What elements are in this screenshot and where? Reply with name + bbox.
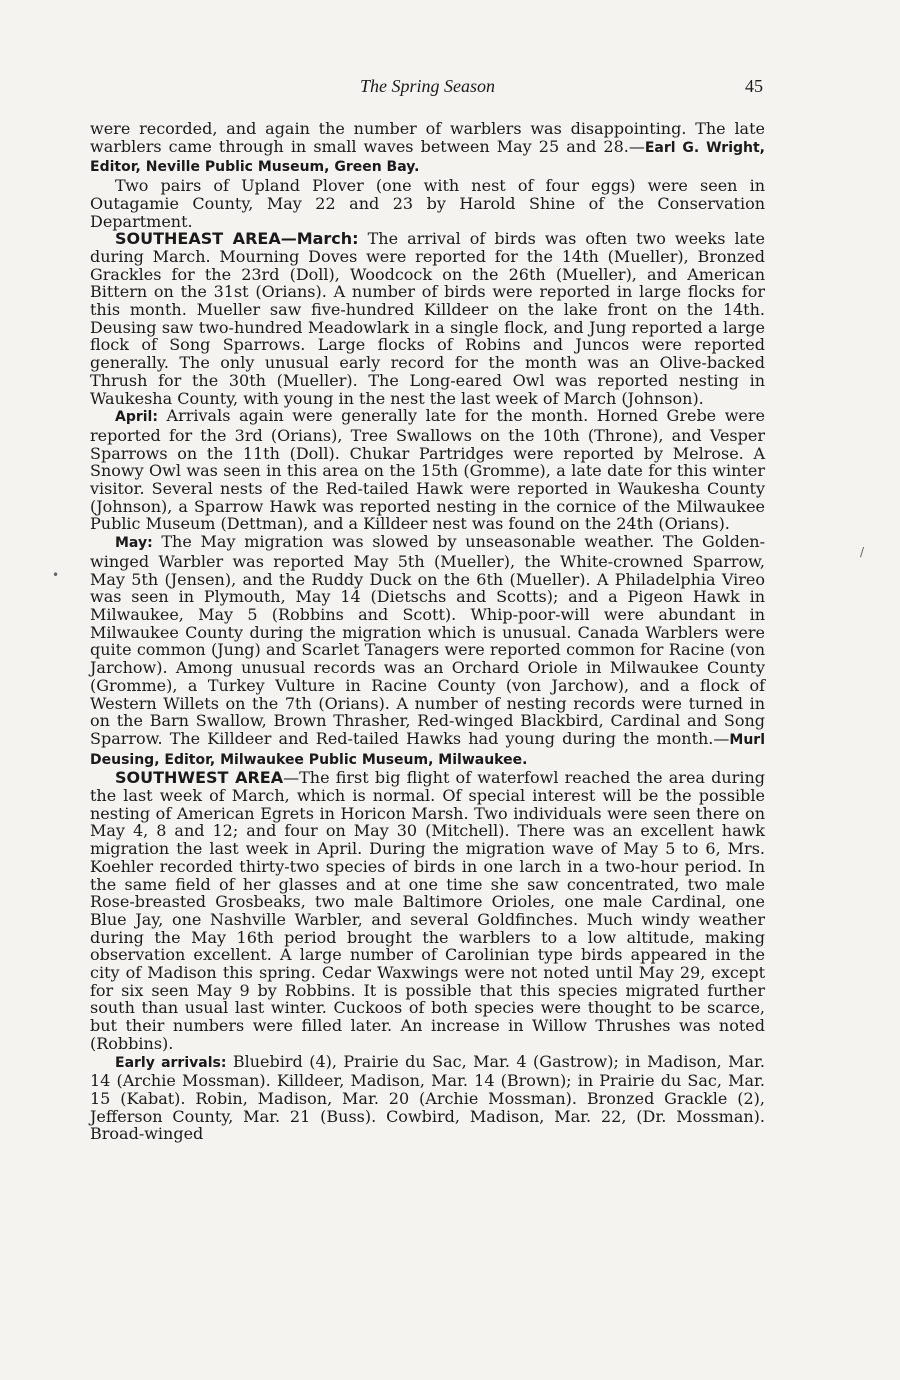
paragraph-text: The May migration was slowed by unseasonable weather. The Golden-winged Warbler was reported May 5th (Mueller), the White-crowned Sparrow, May 5th (Jensen), and the Ruddy Duck on the 6th (Mueller). A Philadelphia Vireo was seen in Plymouth, May 14 (Dietschs and Scotts); and a Pigeon Hawk in Milwaukee, May 5 (Robbins and Scott). Whip-poor-will were abundant in Milwaukee County during the migration which is unusual. Canada Warblers were quite common (Jung) and Scarlet Tanagers were reported common for Racine (von Jarchow). Among unusual records was an Orchard Oriole in Milwaukee County (Gromme), a Turkey Vulture in Racine County (von Jarchow), and a flock of Western Willets on the 7th (Orians). A number of nesting records were turned in on the Barn Swallow, Brown Thrasher, Red-winged Blackbird, Cardinal and Song Sparrow. The Killdeer and Red-tailed Hawks had young during the month.—	[90, 532, 765, 748]
paragraph-text: Arrivals again were generally late for the month. Horned Grebe were reported for the 3rd (Orians), Tree Swallows on the 10th (Throne), and Vesper Sparrows on the 11th (Doll). Chukar Partridges were reported by Melrose. A Snowy Owl was seen in this area on the 15th (Gromme), a late date for this winter visitor. Several nests of the Red-tailed Hawk were reported in Waukesha County (Johnson), a Sparrow Hawk was reported nesting in the cornice of the Milwaukee Public Museum (Dettman), and a Killdeer nest was found on the 24th (Orians).	[90, 406, 765, 534]
paragraph-text: The arrival of birds was often two weeks late during March. Mourning Doves were reported for the 14th (Mueller), Bronzed Grackles for the 23rd (Doll), Woodcock on the 26th (Mueller), and American Bittern on the 31st (Orians). A number of birds were reported in large flocks for this month. Mueller saw five-hundred Killdeer on the lake front on the 14th. Deusing saw two-hundred Meadowlark in a single flock, and Jung reported a large flock of Song Sparrows. Large flocks of Robins and Juncos were reported generally. The only unusual early record for the month was an Olive-backed Thrush for the 30th (Mueller). The Long-eared Owl was reported nesting in Waukesha County, with young in the nest the last week of March (Johnson).	[90, 229, 766, 408]
paragraph-1	[90, 120, 765, 177]
paragraph-text: were recorded, and again the number of warblers was disappointing. The late warblers came through in small waves between May 25 and 28.—	[90, 119, 765, 156]
subsection-heading: April:	[115, 409, 158, 426]
section-heading: SOUTHEAST AREA—March:	[115, 229, 359, 249]
editor-signature: Earl G. Wright, Editor, Neville Public Museum, Green Bay.	[90, 139, 766, 176]
article-body	[90, 120, 765, 1143]
section-heading: SOUTHWEST AREA	[115, 768, 284, 788]
paragraph-text: Bluebird (4), Prairie du Sac, Mar. 4 (Gastrow); in Madison, Mar. 14 (Archie Mossman). Killdeer, Madison, Mar. 14 (Brown); in Prairie du Sac, Mar. 15 (Kabat). Robin, Madison, Mar. 20 (Archie Mossman). Bronzed Grackle (2), Jefferson County, Mar. 21 (Buss). Cowbird, Madison, Mar. 22, (Dr. Mossman). Broad-winged	[90, 1051, 766, 1144]
subsection-heading: May:	[115, 535, 153, 552]
paragraph-southwest	[90, 769, 765, 1052]
paragraph-text: —The first big flight of waterfowl reached the area during the last week of March, which is normal. Of special interest will be the possible nesting of American Egrets in Horicon Marsh. Two individuals were seen there on May 4, 8 and 12; and four on May 30 (Mitchell). There was an excellent hawk migration the last week in April. During the migration wave of May 5 to 6, Mrs. Koehler recorded thirty-two species of birds in one larch in a two-hour period. In the same field of her glasses and at one time she saw concentrated, two male Rose-breasted Grosbeaks, two male Baltimore Orioles, one male Cardinal, one Blue Jay, one Nashville Warbler, and several Goldfinches. Much windy weather during the May 16th period brought the warblers to a low altitude, making observation excellent. A large number of Carolinian type birds appeared in the city of Madison this spring. Cedar Waxwings were not noted until May 29, except for six seen May 9 by Robbins. It is possible that this species migrated further south than usual last winter. Cuckoos of both species were thought to be scarce, but their numbers were filled later. An increase in Willow Thrushes was noted (Robbins).	[90, 768, 765, 1053]
paragraph-may	[90, 533, 765, 769]
page-title: The Spring Season	[360, 76, 495, 96]
margin-tick-mark: /	[860, 545, 865, 559]
running-head	[90, 76, 765, 100]
editor-signature: Murl Deusing, Editor, Milwaukee Public Museum, Milwaukee.	[90, 731, 765, 768]
paragraph-april	[90, 407, 765, 533]
paragraph-early-arrivals	[90, 1053, 765, 1144]
paragraph-2: Two pairs of Upland Plover (one with nest of four eggs) were seen in Outagamie County, May 22 and 23 by Harold Shine of the Conservation Department.	[90, 176, 765, 231]
page-number: 45	[745, 76, 763, 96]
margin-dot-mark: •	[52, 568, 60, 582]
paragraph-southeast-march	[90, 230, 765, 407]
subsection-heading: Early arrivals:	[115, 1054, 227, 1071]
